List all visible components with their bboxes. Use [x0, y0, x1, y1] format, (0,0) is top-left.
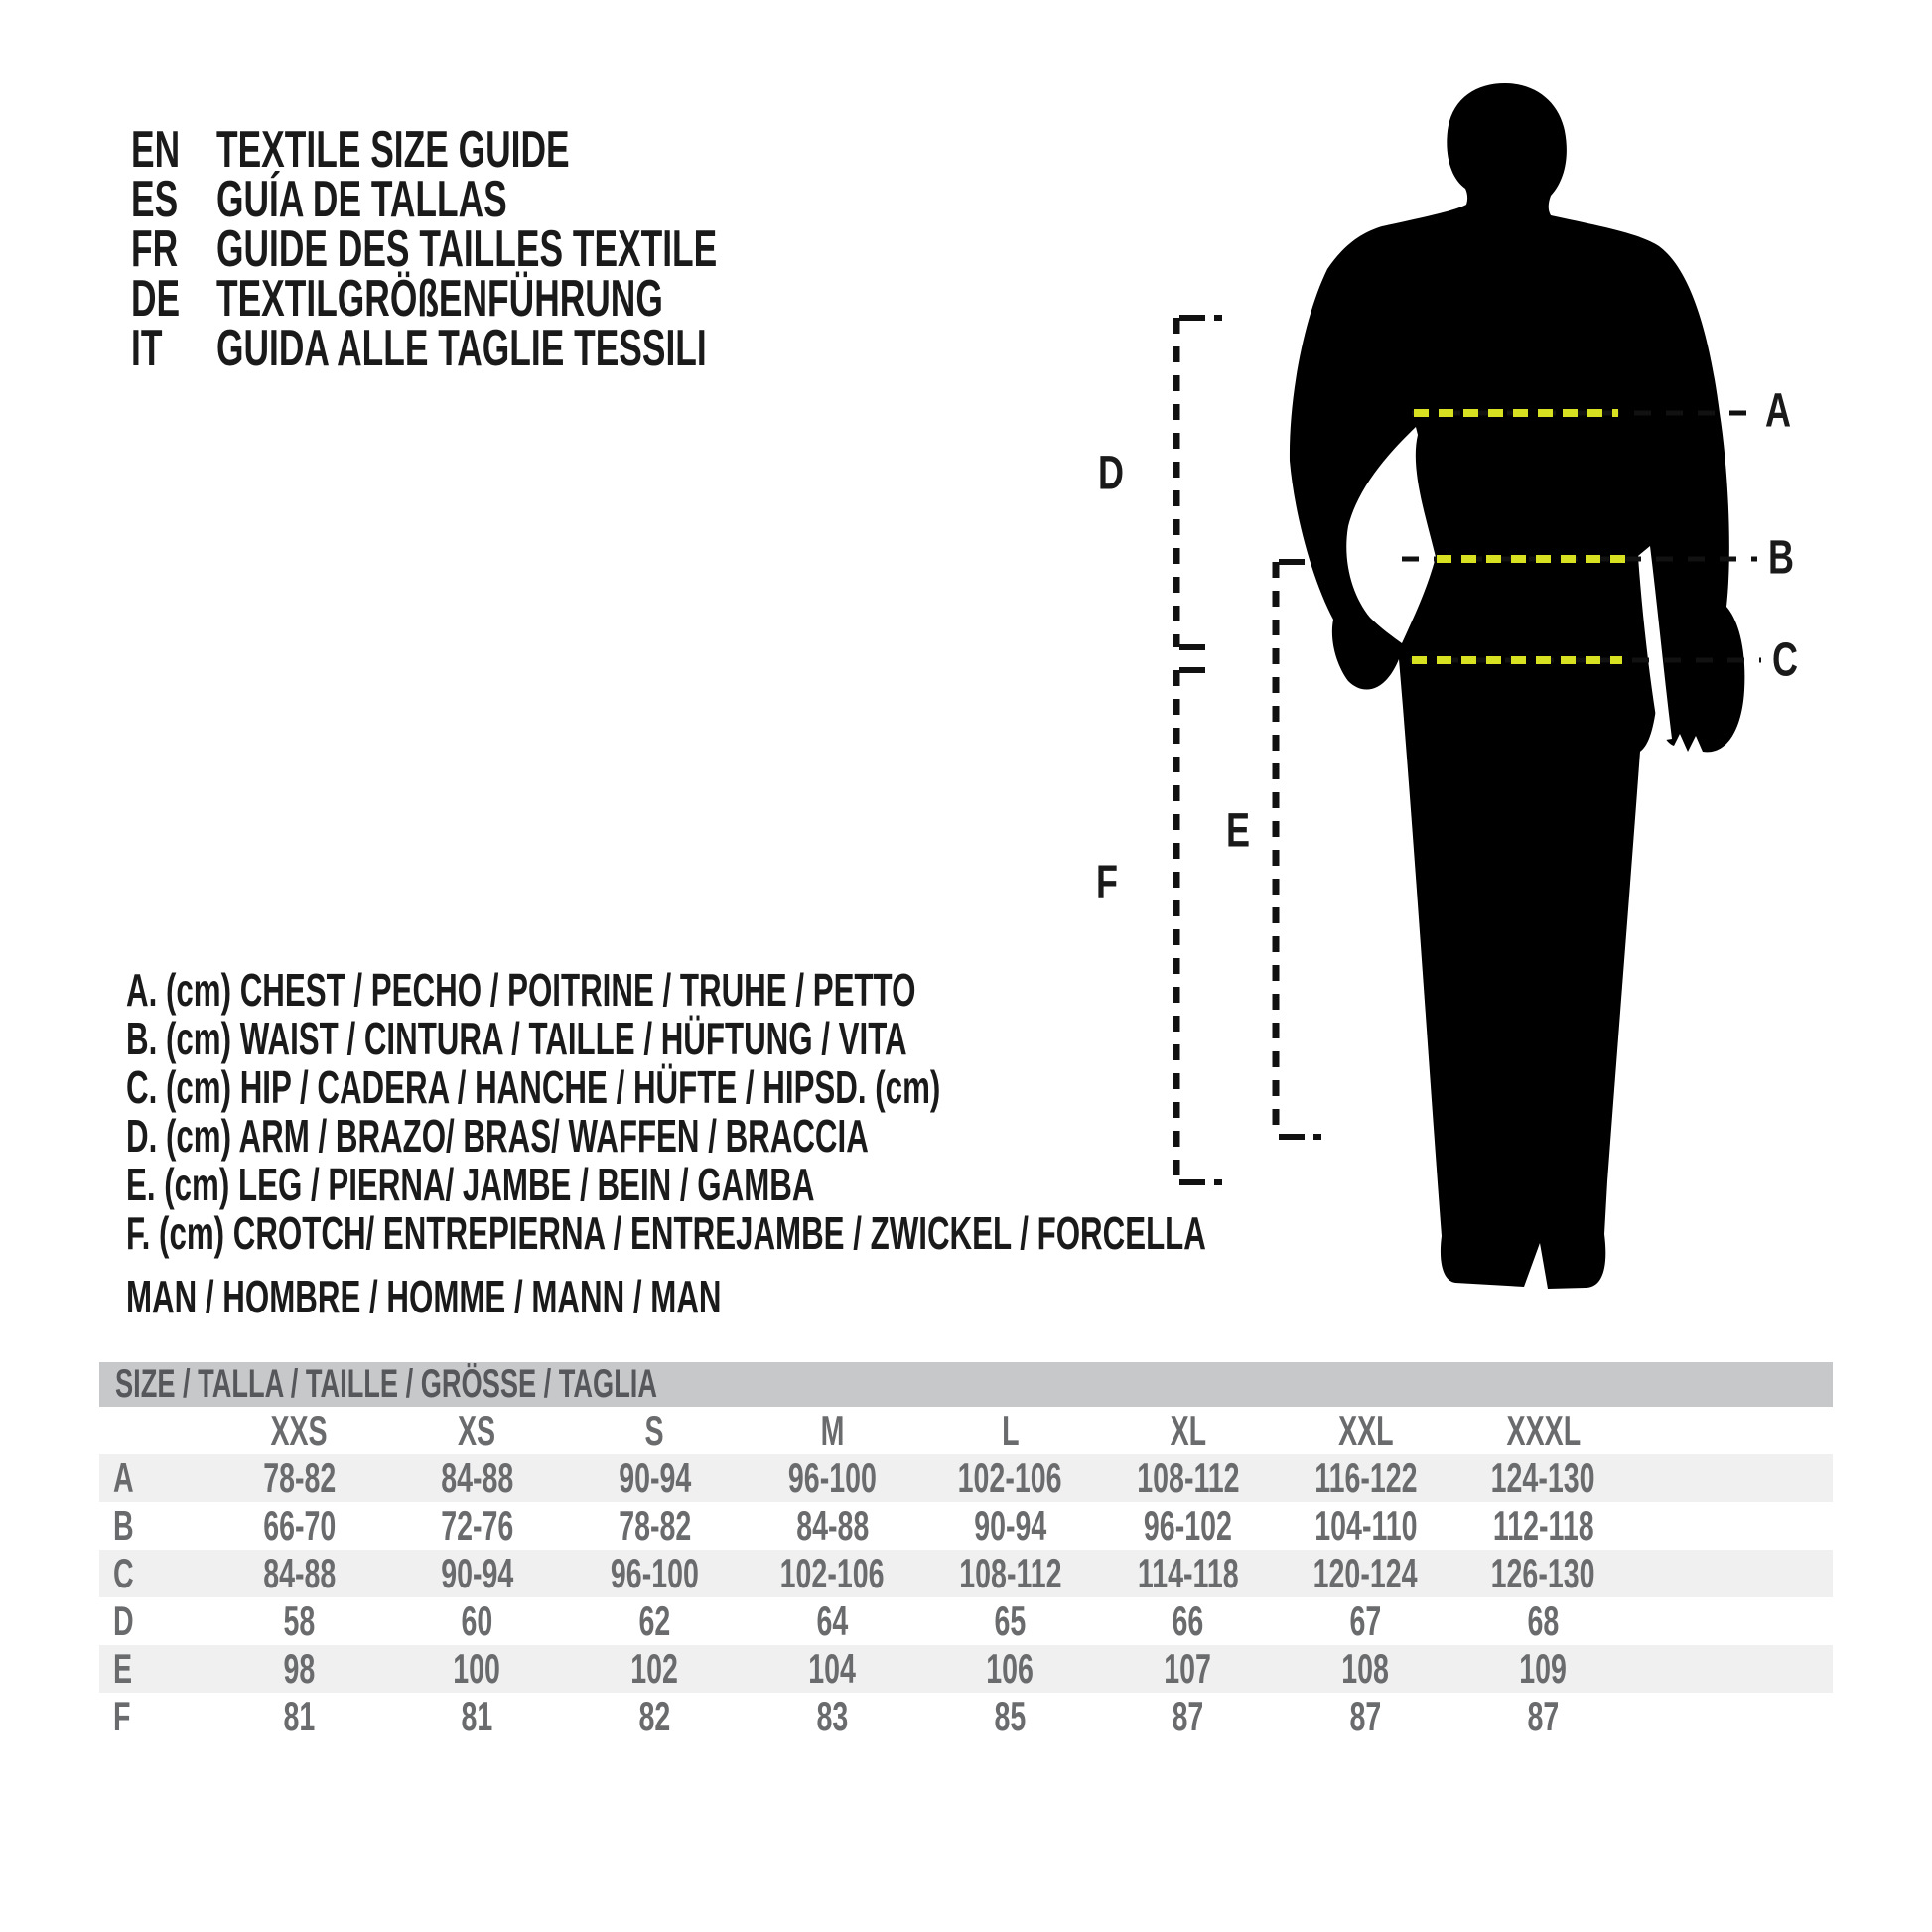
size-cell: 90-94 — [440, 1550, 514, 1596]
row-label: C — [113, 1550, 134, 1596]
size-table-title-band — [99, 1362, 1833, 1407]
size-cell: 102 — [630, 1645, 679, 1692]
size-cell: 81 — [283, 1693, 316, 1739]
guide-title-es: GUÍA DE TALLAS — [216, 171, 507, 228]
size-columns-row — [99, 1407, 1833, 1454]
size-cell: 67 — [1349, 1597, 1382, 1644]
size-cell: 90-94 — [618, 1454, 692, 1501]
language-row-it — [131, 320, 953, 377]
size-cell: 87 — [1349, 1693, 1382, 1739]
size-cell: 96-102 — [1144, 1502, 1232, 1549]
size-cell: 107 — [1164, 1645, 1212, 1692]
measurement-legend — [126, 965, 1715, 1257]
language-row-es — [131, 171, 953, 228]
size-cell: 84-88 — [440, 1454, 514, 1501]
size-cell: 85 — [994, 1693, 1027, 1739]
language-code: DE — [131, 270, 181, 328]
language-code: IT — [131, 320, 163, 377]
size-cell: 66-70 — [262, 1502, 337, 1549]
chest-label: A — [1764, 384, 1792, 438]
size-cell: 116-122 — [1313, 1454, 1418, 1501]
crotch-label: F — [1096, 856, 1118, 909]
language-row-fr — [131, 220, 953, 278]
legend-chest: A. (cm) CHEST / PECHO / POITRINE / TRUHE / PETTO — [126, 963, 916, 1016]
language-code: FR — [131, 220, 179, 278]
size-cell: 104-110 — [1313, 1502, 1418, 1549]
size-cell: 102-106 — [958, 1454, 1062, 1501]
size-cell: 98 — [283, 1645, 316, 1692]
language-code: ES — [131, 171, 179, 228]
col-header-xxl: XXL — [1337, 1407, 1394, 1453]
size-table-title: SIZE / TALLA / TAILLE / GRÖSSE / TAGLIA — [115, 1362, 658, 1406]
col-header-xl: XL — [1170, 1407, 1206, 1453]
size-cell: 62 — [638, 1597, 671, 1644]
size-cell: 78-82 — [262, 1454, 337, 1501]
size-cell: 112-118 — [1492, 1502, 1594, 1549]
size-cell: 78-82 — [618, 1502, 692, 1549]
hip-label: C — [1771, 633, 1799, 687]
size-cell: 126-130 — [1491, 1550, 1595, 1596]
col-header-l: L — [1001, 1407, 1020, 1453]
size-cell: 114-118 — [1137, 1550, 1239, 1596]
col-header-s: S — [644, 1407, 665, 1453]
row-label: B — [113, 1502, 134, 1549]
leg-label: E — [1225, 804, 1251, 858]
size-cell: 84-88 — [795, 1502, 870, 1549]
size-cell: 83 — [816, 1693, 849, 1739]
language-code: EN — [131, 121, 181, 179]
arm-label: D — [1097, 447, 1125, 500]
size-cell: 66 — [1172, 1597, 1204, 1644]
col-header-m: M — [820, 1407, 845, 1453]
waist-label: B — [1767, 531, 1795, 585]
size-cell: 84-88 — [262, 1550, 337, 1596]
language-row-en — [131, 121, 953, 179]
table-row-crotch — [99, 1693, 1833, 1740]
legend-leg: E. (cm) LEG / PIERNA/ JAMBE / BEIN / GAMBA — [126, 1158, 815, 1210]
table-row-arm — [99, 1597, 1833, 1645]
col-header-xxs: XXS — [270, 1407, 329, 1453]
size-cell: 82 — [638, 1693, 671, 1739]
size-cell: 120-124 — [1313, 1550, 1418, 1596]
table-row-waist — [99, 1502, 1833, 1550]
size-cell: 90-94 — [973, 1502, 1047, 1549]
legend-crotch: F. (cm) CROTCH/ ENTREPIERNA / ENTREJAMBE / ZWICKEL / FORCELLA — [126, 1206, 1206, 1259]
row-label: D — [113, 1597, 134, 1644]
col-header-xxxl: XXXL — [1506, 1407, 1581, 1453]
size-cell: 87 — [1172, 1693, 1204, 1739]
legend-hip: C. (cm) HIP / CADERA / HANCHE / HÜFTE / HIPSD. (cm) — [126, 1060, 941, 1113]
language-title-list — [131, 121, 953, 377]
size-cell: 124-130 — [1491, 1454, 1595, 1501]
size-cell: 60 — [461, 1597, 493, 1644]
size-cell: 68 — [1527, 1597, 1560, 1644]
table-row-hip — [99, 1550, 1833, 1597]
size-cell: 96-100 — [788, 1454, 877, 1501]
size-cell: 72-76 — [440, 1502, 514, 1549]
guide-title-de: TEXTILGRÖßENFÜHRUNG — [216, 270, 663, 328]
row-label: F — [113, 1693, 131, 1739]
size-cell: 58 — [283, 1597, 316, 1644]
category-man-line: MAN / HOMBRE / HOMME / MANN / MAN — [126, 1270, 722, 1322]
guide-title-it: GUIDA ALLE TAGLIE TESSILI — [216, 320, 707, 377]
size-cell: 108 — [1341, 1645, 1390, 1692]
size-cell: 104 — [808, 1645, 857, 1692]
size-cell: 96-100 — [611, 1550, 699, 1596]
size-cell: 109 — [1519, 1645, 1568, 1692]
size-cell: 102-106 — [780, 1550, 885, 1596]
table-row-leg — [99, 1645, 1833, 1693]
size-cell: 108-112 — [958, 1550, 1062, 1596]
row-label: A — [113, 1454, 134, 1501]
size-cell: 108-112 — [1136, 1454, 1240, 1501]
guide-title-en: TEXTILE SIZE GUIDE — [216, 121, 570, 179]
legend-arm: D. (cm) ARM / BRAZO/ BRAS/ WAFFEN / BRACCIA — [126, 1109, 869, 1162]
size-cell: 87 — [1527, 1693, 1560, 1739]
legend-waist: B. (cm) WAIST / CINTURA / TAILLE / HÜFTUNG / VITA — [126, 1012, 907, 1064]
col-header-xs: XS — [458, 1407, 496, 1453]
size-cell: 106 — [986, 1645, 1035, 1692]
size-cell: 65 — [994, 1597, 1027, 1644]
size-cell: 81 — [461, 1693, 493, 1739]
row-label: E — [113, 1645, 133, 1692]
table-row-chest — [99, 1454, 1833, 1502]
size-table — [99, 1362, 1833, 1740]
language-row-de — [131, 270, 953, 328]
guide-title-fr: GUIDE DES TAILLES TEXTILE — [216, 220, 718, 278]
size-cell: 100 — [453, 1645, 501, 1692]
size-cell: 64 — [816, 1597, 849, 1644]
